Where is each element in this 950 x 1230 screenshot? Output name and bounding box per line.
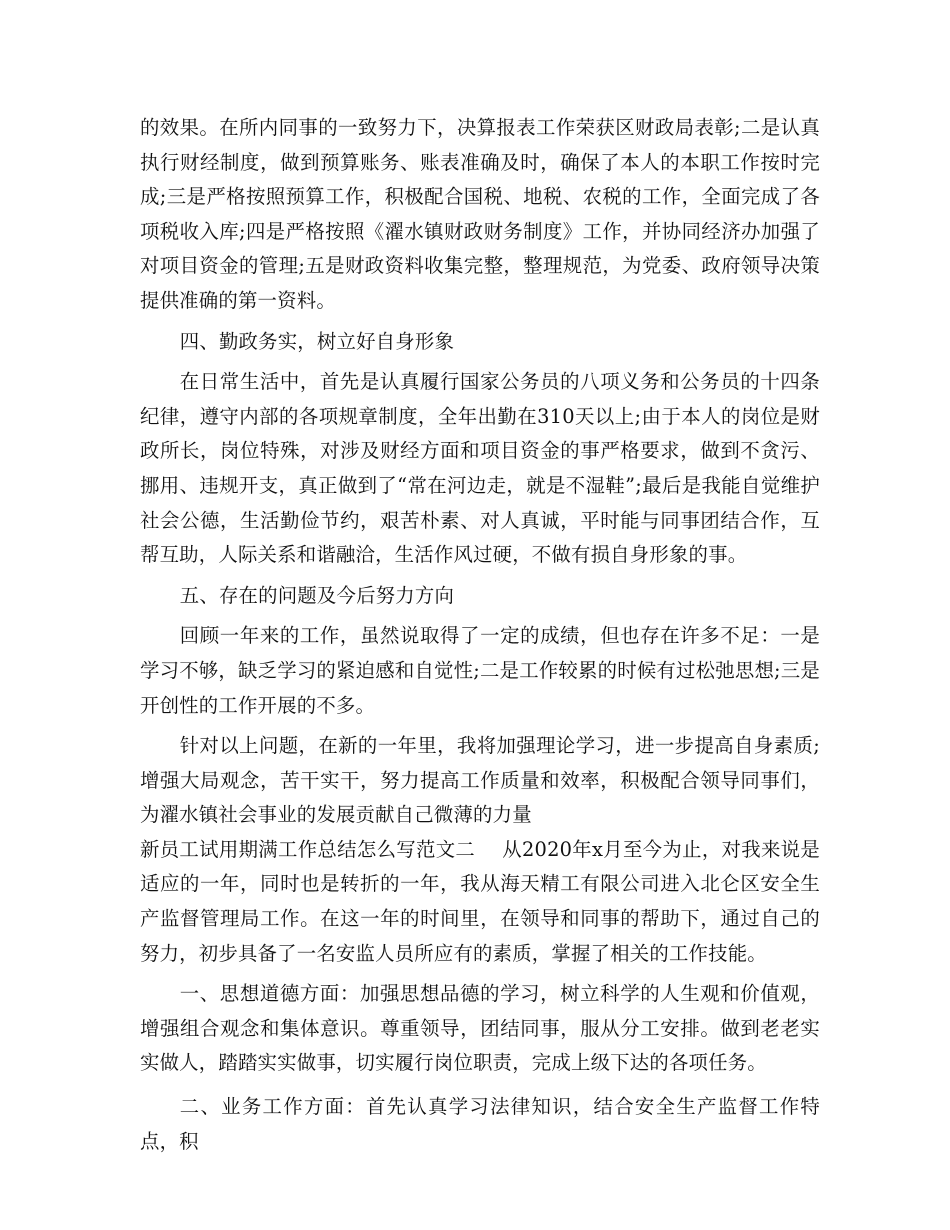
document-body bbox=[140, 111, 820, 1159]
paragraph-improvement-plan: 针对以上问题，在新的一年里，我将加强理论学习，进一步提高自身素质;增强大局观念，苦干实干，努力提高工作质量和效率，积极配合领导同事们，为濯水镇社会事业的发展贡献自己微薄的力量 bbox=[140, 734, 820, 827]
paragraph-business-work: 二、业务工作方面：首先认真学习法律知识，结合安全生产监督工作特点，积 bbox=[140, 1095, 820, 1153]
paragraph-review-shortcomings: 回顾一年来的工作，虽然说取得了一定的成绩，但也存在许多不足：一是学习不够，缺乏学习的紧迫感和自觉性;二是工作较累的时候有过松弛思想;三是开创性的工作开展的不多。 bbox=[140, 624, 820, 717]
paragraph-finance-summary: 的效果。在所内同事的一致努力下，决算报表工作荣获区财政局表彰;二是认真执行财经制度，做到预算账务、账表准确及时，确保了本人的本职工作按时完成;三是严格按照预算工作，积极配合国税、地税、农税的工作，全面完成了各项税收入库;四是严格按照《濯水镇财政财务制度》工作，并协同经济办加强了对项目资金的管理;五是财政资料收集完整，整理规范，为党委、政府领导决策提供准确的第一资料。 bbox=[140, 116, 820, 312]
section-heading-four: 四、勤政务实，树立好自身形象 bbox=[179, 329, 455, 353]
paragraph-moral-ethics: 一、思想道德方面：加强思想品德的学习，树立科学的人生观和价值观，增强组合观念和集体意识。尊重领导，团结同事，服从分工安排。做到老老实实做人，踏踏实实做事，切实履行岗位职责，完成上级下达的各项任务。 bbox=[140, 982, 820, 1075]
section-heading-five: 五、存在的问题及今后努力方向 bbox=[179, 583, 455, 607]
paragraph-daily-conduct: 在日常生活中，首先是认真履行国家公务员的八项义务和公务员的十四条纪律，遵守内部的各项规章制度，全年出勤在310天以上;由于本人的岗位是财政所长，岗位特殊，对涉及财经方面和项目资金的事严格要求，做到不贪污、挪用、违规开支，真正做到了“常在河边走，就是不湿鞋”;最后是我能自觉维护社会公德，生活勤俭节约，艰苦朴素、对人真诚，平时能与同事团结合作，互帮互助，人际关系和谐融洽，生活作风过硬，不做有损自身形象的事。 bbox=[140, 370, 820, 567]
paragraph-sample-two bbox=[140, 833, 820, 971]
sample-two-intro: 从2020年x月至今为止，对我来说是适应的一年，同时也是转折的一年，我从海天精工有限公司进入北仑区安全生产监督管理局工作。在这一年的时间里，在领导和同事的帮助下，通过自己的努力，初步具备了一名安监人员所应有的素质，掌握了相关的工作技能。 bbox=[140, 837, 820, 965]
sample-two-title: 新员工试用期满工作总结怎么写范文二 bbox=[140, 837, 476, 861]
